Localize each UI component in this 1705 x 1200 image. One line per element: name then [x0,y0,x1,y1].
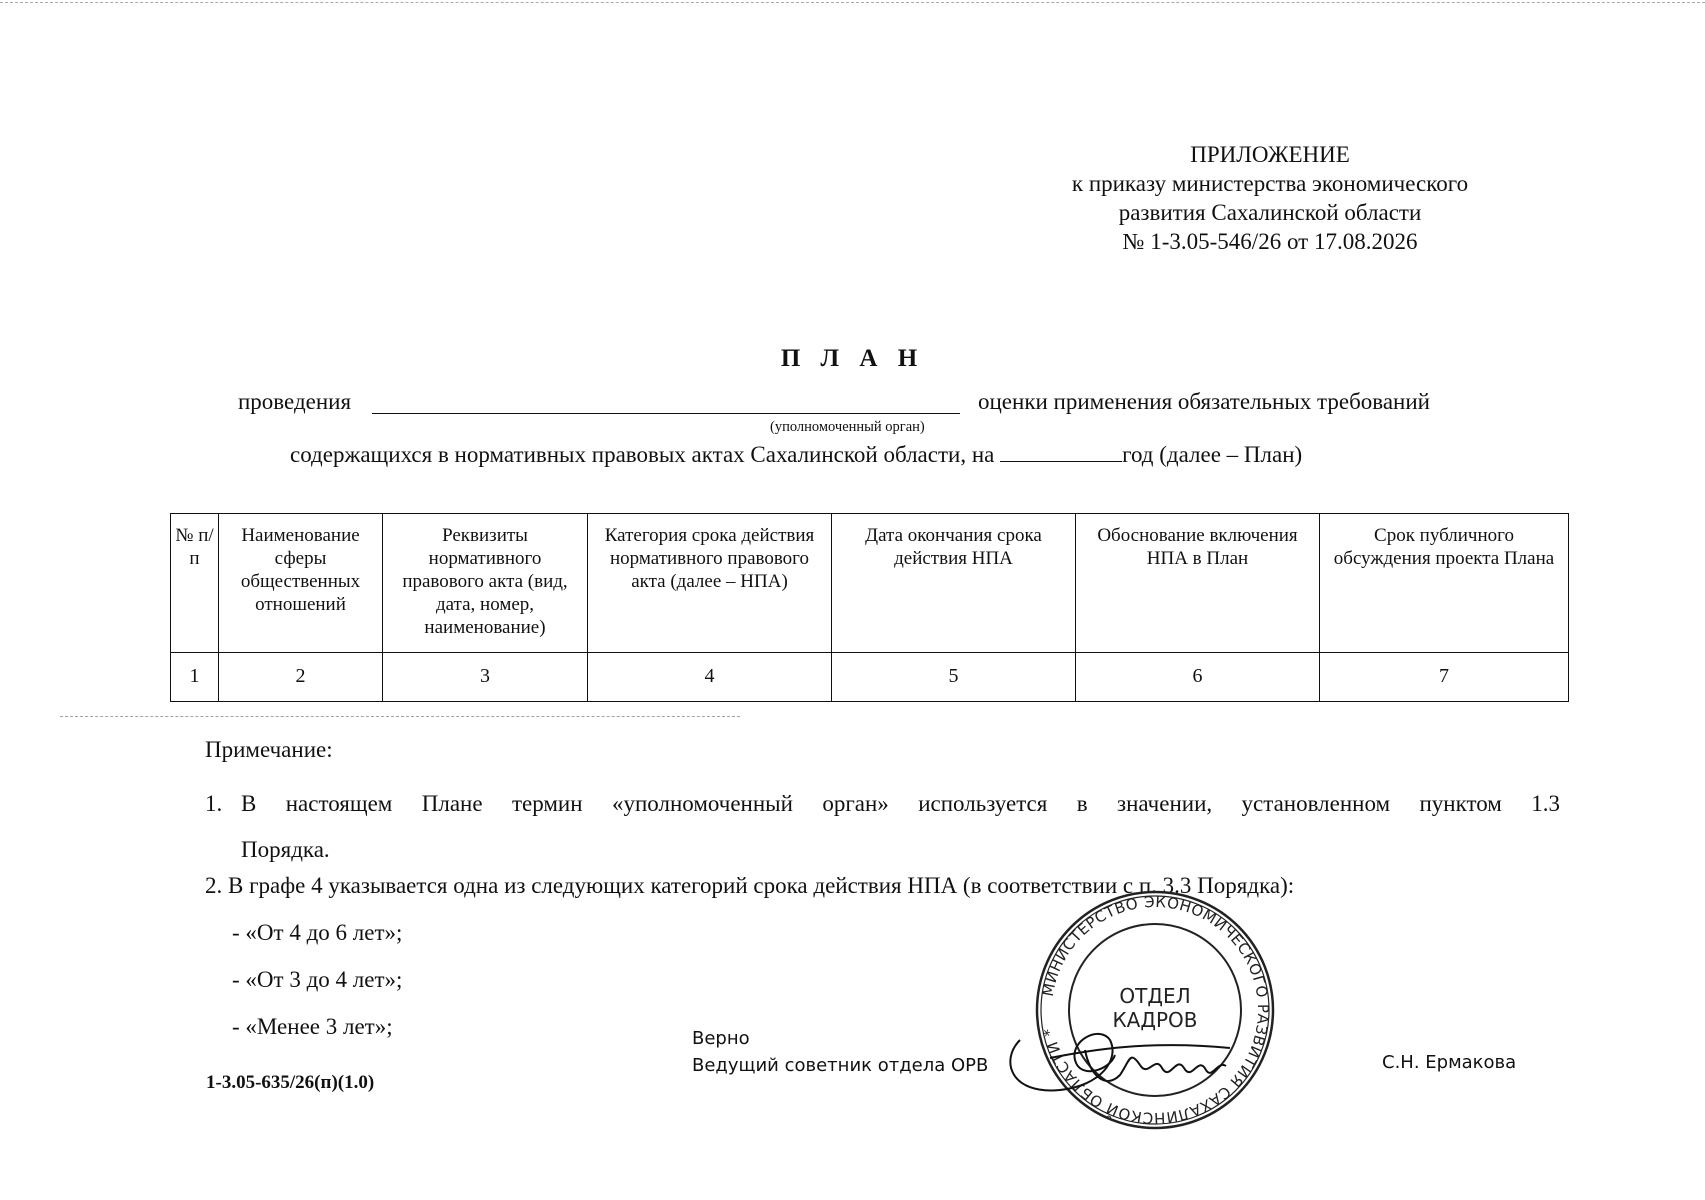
header-cell-category: Категория срока действия нормативного правового акта (далее – НПА) [588,514,832,653]
plan-line1-end: оценки применения обязательных требований [978,389,1430,414]
notes-heading: Примечание: [205,737,333,762]
note-item-1-number: 1. [205,791,223,816]
header-cell-discussion-term: Срок публичного обсуждения проекта Плана [1320,514,1569,653]
scan-artifact-line [60,716,740,717]
stamp-ring-text: МИНИСТЕРСТВО ЭКОНОМИЧЕСКОГО РАЗВИТИЯ САХАЛИНСКОЙ ОБЛАСТИ * [1038,892,1273,1128]
blank-caption: (уполномоченный орган) [770,419,925,435]
table-row [171,653,1569,702]
note-item-1-continuation: Порядка. [241,837,330,862]
plan-line2-end: год (далее – План) [1122,442,1303,467]
note-item-2: 2. В графе 4 указывается одна из следующих категорий срока действия НПА (в соответствии с п. 3.3 Порядка): [205,873,1295,898]
document-code: 1-3.05-635/26(п)(1.0) [206,1072,375,1093]
column-number-cell: 7 [1320,653,1569,702]
appendix-order-number: № 1-3.05-546/26 от 17.08.2026 [1122,229,1418,254]
scan-edge-line [0,2,1705,3]
appendix-line-1: к приказу министерства экономического [1071,171,1469,196]
column-number-cell: 4 [588,653,832,702]
category-item: - «От 4 до 6 лет»; [232,920,403,945]
certified-label: Верно [692,1028,750,1049]
appendix-header [1000,140,1540,256]
header-cell-requisites: Реквизиты нормативного правового акта (вид, дата, номер, наименование) [383,514,588,653]
plan-line1-start: проведения [238,389,352,414]
year-blank [1000,443,1122,462]
column-number-cell: 5 [832,653,1076,702]
plan-line2-start: содержащихся в нормативных правовых актах Сахалинской области, на [290,442,995,467]
table-header-row [171,514,1569,653]
appendix-title: ПРИЛОЖЕНИЕ [1190,142,1350,167]
category-item: - «Менее 3 лет»; [232,1014,393,1039]
column-number-cell: 3 [383,653,588,702]
plan-table [170,513,1569,702]
column-number-cell: 6 [1076,653,1320,702]
header-cell-justification: Обоснование включения НПА в План [1076,514,1320,653]
stamp-center-line2: КАДРОВ [1112,1008,1198,1032]
official-stamp [990,890,1290,1130]
column-number-cell: 2 [219,653,383,702]
stamp-center-line1: ОТДЕЛ [1119,984,1191,1008]
header-cell-number: № п/п [171,514,219,653]
header-cell-end-date: Дата окончания срока действия НПА [832,514,1076,653]
plan-line2 [290,442,1302,468]
header-cell-sphere: Наименование сферы общественных отношений [219,514,383,653]
certification-block [692,1025,988,1079]
authorized-body-blank [372,413,960,414]
signer-position: Ведущий советник отдела ОРВ [692,1055,989,1076]
note-item-1 [205,781,1560,862]
appendix-line-2: развития Сахалинской области [1118,200,1422,225]
note-item-1-text: В настоящем Плане термин «уполномоченный орган» используется в значении, установленном пунктом 1.3 [241,791,1560,816]
signer-name: С.Н. Ермакова [1382,1052,1517,1073]
category-item: - «От 3 до 4 лет»; [232,967,403,992]
column-number-cell: 1 [171,653,219,702]
plan-title: П Л А Н [780,345,925,372]
